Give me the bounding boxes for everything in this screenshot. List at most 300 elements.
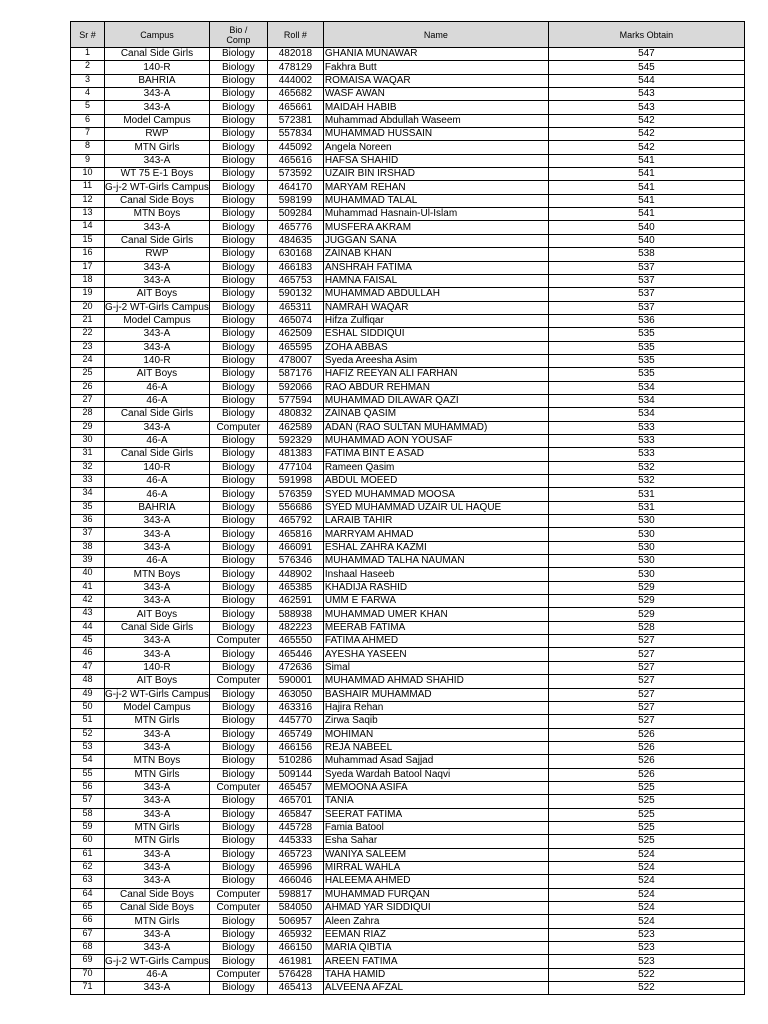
- cell-subject: Biology: [209, 354, 267, 367]
- cell-roll: 472636: [267, 661, 323, 674]
- cell-name: Hajira Rehan: [323, 701, 548, 714]
- cell-name: ADAN (RAO SULTAN MUHAMMAD): [323, 421, 548, 434]
- cell-campus: 343-A: [105, 528, 210, 541]
- cell-roll: 465816: [267, 528, 323, 541]
- table-row: [71, 461, 745, 474]
- cell-sr: 58: [71, 808, 105, 821]
- cell-name: Famia Batool: [323, 821, 548, 834]
- cell-marks: 525: [548, 821, 744, 834]
- cell-campus: RWP: [105, 248, 210, 261]
- cell-campus: 343-A: [105, 795, 210, 808]
- cell-subject: Biology: [209, 248, 267, 261]
- table-row: [71, 835, 745, 848]
- cell-name: FATIMA BINT E ASAD: [323, 448, 548, 461]
- cell-name: Syeda Areesha Asim: [323, 354, 548, 367]
- header-bio-line1: Bio /: [229, 24, 248, 35]
- cell-subject: Biology: [209, 955, 267, 968]
- cell-campus: 343-A: [105, 942, 210, 955]
- cell-marks: 532: [548, 475, 744, 488]
- cell-roll: 466183: [267, 261, 323, 274]
- cell-campus: Model Campus: [105, 701, 210, 714]
- cell-campus: Canal Side Girls: [105, 408, 210, 421]
- cell-marks: 531: [548, 501, 744, 514]
- cell-name: HAFSA SHAHID: [323, 154, 548, 167]
- header-row: [71, 22, 745, 48]
- table-row: [71, 528, 745, 541]
- cell-campus: G-j-2 WT-Girls Campus: [105, 688, 209, 700]
- cell-sr: 5: [71, 101, 105, 114]
- cell-campus: 140-R: [105, 461, 210, 474]
- cell-roll: 445092: [267, 141, 323, 154]
- table-row: [71, 741, 745, 754]
- cell-name: MEERAB FATIMA: [323, 621, 548, 634]
- cell-roll: 448902: [267, 568, 323, 581]
- cell-marks: 527: [548, 715, 744, 728]
- cell-campus: Model Campus: [105, 314, 210, 327]
- cell-campus: MTN Girls: [105, 768, 210, 781]
- table-row: [71, 915, 745, 928]
- cell-roll: 465550: [267, 635, 323, 648]
- cell-name: Angela Noreen: [323, 141, 548, 154]
- cell-roll: 466156: [267, 741, 323, 754]
- cell-sr: 14: [71, 221, 105, 234]
- cell-campus: AIT Boys: [105, 288, 210, 301]
- cell-subject: Computer: [209, 421, 267, 434]
- cell-sr: 65: [71, 902, 105, 915]
- cell-marks: 527: [548, 675, 744, 688]
- cell-name: AYESHA YASEEN: [323, 648, 548, 661]
- table-row: [71, 955, 745, 968]
- cell-subject: Biology: [209, 475, 267, 488]
- header-name: Name: [323, 22, 548, 48]
- cell-roll: 463316: [267, 701, 323, 714]
- cell-subject: Biology: [209, 688, 267, 701]
- cell-campus: G-j-2 WT-Girls Campus: [105, 181, 209, 193]
- cell-marks: 533: [548, 421, 744, 434]
- header-campus: Campus: [105, 22, 210, 48]
- cell-name: MUSFERA AKRAM: [323, 221, 548, 234]
- cell-roll: 573592: [267, 168, 323, 181]
- cell-subject: Computer: [209, 968, 267, 981]
- cell-roll: 510286: [267, 755, 323, 768]
- table-row: [71, 595, 745, 608]
- table-row: [71, 394, 745, 407]
- cell-campus: Model Campus: [105, 114, 210, 127]
- cell-subject: Biology: [209, 208, 267, 221]
- table-row: [71, 421, 745, 434]
- cell-name: Syeda Wardah Batool Naqvi: [323, 768, 548, 781]
- cell-campus: RWP: [105, 128, 210, 141]
- cell-roll: 590132: [267, 288, 323, 301]
- cell-sr: 71: [71, 982, 105, 995]
- table-row: [71, 434, 745, 447]
- cell-name: UMM E FARWA: [323, 595, 548, 608]
- cell-subject: Biology: [209, 434, 267, 447]
- cell-roll: 630168: [267, 248, 323, 261]
- cell-subject: Computer: [209, 902, 267, 915]
- cell-subject: Biology: [209, 875, 267, 888]
- cell-campus: 343-A: [105, 515, 210, 528]
- cell-subject: Biology: [209, 314, 267, 327]
- table-row: [71, 488, 745, 501]
- cell-marks: 524: [548, 902, 744, 915]
- cell-name: ANSHRAH FATIMA: [323, 261, 548, 274]
- cell-subject: Biology: [209, 861, 267, 874]
- table-row: [71, 448, 745, 461]
- cell-roll: 509144: [267, 768, 323, 781]
- table-row: [71, 755, 745, 768]
- cell-campus: 46-A: [105, 488, 210, 501]
- cell-marks: 524: [548, 915, 744, 928]
- table-row: [71, 328, 745, 341]
- cell-sr: 61: [71, 848, 105, 861]
- cell-campus: MTN Girls: [105, 715, 210, 728]
- table-row: [71, 101, 745, 114]
- table-row: [71, 608, 745, 621]
- cell-name: ZAINAB QASIM: [323, 408, 548, 421]
- cell-sr: 7: [71, 128, 105, 141]
- cell-sr: 56: [71, 781, 105, 794]
- cell-campus: 343-A: [105, 648, 210, 661]
- table-row: [71, 341, 745, 354]
- cell-roll: 445770: [267, 715, 323, 728]
- table-row: [71, 88, 745, 101]
- cell-marks: 527: [548, 701, 744, 714]
- cell-marks: 530: [548, 568, 744, 581]
- table-row: [71, 942, 745, 955]
- cell-roll: 465753: [267, 274, 323, 287]
- cell-name: EEMAN RIAZ: [323, 928, 548, 941]
- cell-marks: 526: [548, 755, 744, 768]
- cell-name: SYED MUHAMMAD UZAIR UL HAQUE: [323, 501, 548, 514]
- cell-marks: 533: [548, 434, 744, 447]
- cell-roll: 464170: [267, 181, 323, 194]
- results-table: [70, 21, 745, 995]
- cell-campus: MTN Boys: [105, 208, 210, 221]
- cell-marks: 535: [548, 341, 744, 354]
- table-header: [71, 22, 745, 48]
- cell-sr: 37: [71, 528, 105, 541]
- cell-campus: 46-A: [105, 475, 210, 488]
- cell-roll: 506957: [267, 915, 323, 928]
- cell-campus: BAHRIA: [105, 74, 210, 87]
- cell-marks: 541: [548, 154, 744, 167]
- cell-marks: 536: [548, 314, 744, 327]
- cell-subject: Biology: [209, 501, 267, 514]
- cell-marks: 524: [548, 888, 744, 901]
- cell-name: Esha Sahar: [323, 835, 548, 848]
- cell-marks: 542: [548, 128, 744, 141]
- cell-roll: 598199: [267, 194, 323, 207]
- cell-marks: 541: [548, 208, 744, 221]
- cell-roll: 592329: [267, 434, 323, 447]
- cell-name: AHMAD YAR SIDDIQUI: [323, 902, 548, 915]
- cell-marks: 541: [548, 168, 744, 181]
- cell-roll: 465749: [267, 728, 323, 741]
- cell-sr: 9: [71, 154, 105, 167]
- cell-marks: 531: [548, 488, 744, 501]
- cell-campus: 343-A: [105, 541, 210, 554]
- cell-roll: 480832: [267, 408, 323, 421]
- cell-roll: 465847: [267, 808, 323, 821]
- cell-marks: 525: [548, 781, 744, 794]
- cell-subject: Biology: [209, 928, 267, 941]
- cell-name: ZAINAB KHAN: [323, 248, 548, 261]
- cell-marks: 527: [548, 648, 744, 661]
- cell-sr: 46: [71, 648, 105, 661]
- cell-marks: 530: [548, 555, 744, 568]
- cell-subject: Biology: [209, 661, 267, 674]
- cell-subject: Computer: [209, 635, 267, 648]
- cell-marks: 525: [548, 795, 744, 808]
- cell-name: MEMOONA ASIFA: [323, 781, 548, 794]
- cell-roll: 465595: [267, 341, 323, 354]
- table-row: [71, 541, 745, 554]
- cell-sr: 3: [71, 74, 105, 87]
- cell-subject: Biology: [209, 821, 267, 834]
- cell-roll: 465385: [267, 581, 323, 594]
- cell-subject: Biology: [209, 715, 267, 728]
- cell-campus: AIT Boys: [105, 608, 210, 621]
- cell-name: AREEN FATIMA: [323, 955, 548, 968]
- cell-subject: Biology: [209, 555, 267, 568]
- cell-marks: 537: [548, 261, 744, 274]
- cell-subject: Biology: [209, 61, 267, 74]
- table-row: [71, 181, 745, 194]
- cell-campus: 343-A: [105, 101, 210, 114]
- cell-sr: 40: [71, 568, 105, 581]
- cell-campus: 343-A: [105, 421, 210, 434]
- cell-sr: 13: [71, 208, 105, 221]
- cell-marks: 529: [548, 581, 744, 594]
- cell-campus: 140-R: [105, 354, 210, 367]
- cell-marks: 543: [548, 101, 744, 114]
- cell-marks: 522: [548, 982, 744, 995]
- cell-marks: 533: [548, 448, 744, 461]
- cell-marks: 522: [548, 968, 744, 981]
- cell-subject: Biology: [209, 541, 267, 554]
- cell-name: KHADIJA RASHID: [323, 581, 548, 594]
- cell-name: MAIDAH HABIB: [323, 101, 548, 114]
- cell-campus: 343-A: [105, 274, 210, 287]
- cell-campus: 343-A: [105, 341, 210, 354]
- table-row: [71, 661, 745, 674]
- cell-sr: 53: [71, 741, 105, 754]
- table-row: [71, 821, 745, 834]
- cell-roll: 465723: [267, 848, 323, 861]
- cell-subject: Biology: [209, 408, 267, 421]
- cell-marks: 535: [548, 368, 744, 381]
- cell-name: ALVEENA AFZAL: [323, 982, 548, 995]
- cell-roll: 465996: [267, 861, 323, 874]
- cell-roll: 465616: [267, 154, 323, 167]
- table-row: [71, 861, 745, 874]
- cell-sr: 27: [71, 394, 105, 407]
- cell-subject: Biology: [209, 835, 267, 848]
- cell-subject: Biology: [209, 234, 267, 247]
- cell-marks: 528: [548, 621, 744, 634]
- cell-marks: 542: [548, 114, 744, 127]
- cell-sr: 23: [71, 341, 105, 354]
- cell-roll: 465682: [267, 88, 323, 101]
- cell-sr: 44: [71, 621, 105, 634]
- cell-sr: 16: [71, 248, 105, 261]
- cell-marks: 540: [548, 221, 744, 234]
- cell-roll: 478129: [267, 61, 323, 74]
- table-row: [71, 168, 745, 181]
- cell-roll: 576428: [267, 968, 323, 981]
- cell-roll: 463050: [267, 688, 323, 701]
- cell-roll: 482223: [267, 621, 323, 634]
- cell-campus: Canal Side Girls: [105, 48, 210, 61]
- cell-marks: 523: [548, 955, 744, 968]
- cell-subject: Biology: [209, 168, 267, 181]
- cell-subject: Biology: [209, 755, 267, 768]
- cell-subject: Biology: [209, 288, 267, 301]
- cell-subject: Biology: [209, 848, 267, 861]
- cell-marks: 544: [548, 74, 744, 87]
- cell-name: Hifza Zulfiqar: [323, 314, 548, 327]
- cell-roll: 576346: [267, 555, 323, 568]
- cell-subject: Biology: [209, 74, 267, 87]
- cell-roll: 465457: [267, 781, 323, 794]
- cell-sr: 47: [71, 661, 105, 674]
- cell-subject: Biology: [209, 141, 267, 154]
- cell-subject: Biology: [209, 942, 267, 955]
- cell-sr: 29: [71, 421, 105, 434]
- cell-roll: 509284: [267, 208, 323, 221]
- cell-subject: Biology: [209, 621, 267, 634]
- cell-campus: 343-A: [105, 848, 210, 861]
- cell-roll: 462589: [267, 421, 323, 434]
- cell-name: ROMAISA WAQAR: [323, 74, 548, 87]
- cell-campus: 140-R: [105, 661, 210, 674]
- header-sr: Sr #: [71, 22, 105, 48]
- cell-subject: Biology: [209, 528, 267, 541]
- cell-name: ESHAL SIDDIQUI: [323, 328, 548, 341]
- cell-subject: Biology: [209, 181, 267, 194]
- table-row: [71, 568, 745, 581]
- cell-name: ZOHA ABBAS: [323, 341, 548, 354]
- table-row: [71, 968, 745, 981]
- cell-sr: 10: [71, 168, 105, 181]
- cell-roll: 576359: [267, 488, 323, 501]
- table-row: [71, 74, 745, 87]
- table-row: [71, 621, 745, 634]
- cell-campus: 343-A: [105, 982, 210, 995]
- cell-campus: MTN Girls: [105, 915, 210, 928]
- cell-campus: 343-A: [105, 154, 210, 167]
- cell-subject: Biology: [209, 394, 267, 407]
- cell-name: MUHAMMAD AHMAD SHAHID: [323, 675, 548, 688]
- cell-marks: 535: [548, 354, 744, 367]
- cell-marks: 543: [548, 88, 744, 101]
- cell-campus: 46-A: [105, 434, 210, 447]
- table-row: [71, 768, 745, 781]
- cell-sr: 45: [71, 635, 105, 648]
- cell-name: MUHAMMAD TALHA NAUMAN: [323, 555, 548, 568]
- cell-roll: 462591: [267, 595, 323, 608]
- cell-name: MUHAMMAD TALAL: [323, 194, 548, 207]
- cell-name: MARRYAM AHMAD: [323, 528, 548, 541]
- cell-name: Muhammad Asad Sajjad: [323, 755, 548, 768]
- cell-name: Aleen Zahra: [323, 915, 548, 928]
- cell-marks: 523: [548, 928, 744, 941]
- cell-sr: 1: [71, 48, 105, 61]
- cell-roll: 592066: [267, 381, 323, 394]
- cell-name: Simal: [323, 661, 548, 674]
- cell-marks: 534: [548, 381, 744, 394]
- cell-sr: 20: [71, 301, 105, 314]
- cell-marks: 530: [548, 515, 744, 528]
- cell-campus: Canal Side Girls: [105, 621, 210, 634]
- cell-subject: Computer: [209, 675, 267, 688]
- cell-roll: 484635: [267, 234, 323, 247]
- cell-sr: 54: [71, 755, 105, 768]
- table-row: [71, 408, 745, 421]
- cell-sr: 51: [71, 715, 105, 728]
- cell-name: HAMNA FAISAL: [323, 274, 548, 287]
- cell-sr: 31: [71, 448, 105, 461]
- cell-marks: 524: [548, 848, 744, 861]
- table-row: [71, 48, 745, 61]
- cell-name: MUHAMMAD AON YOUSAF: [323, 434, 548, 447]
- cell-name: GHANIA MUNAWAR: [323, 48, 548, 61]
- cell-sr: 2: [71, 61, 105, 74]
- cell-name: Muhammad Abdullah Waseem: [323, 114, 548, 127]
- cell-name: HALEEMA AHMED: [323, 875, 548, 888]
- cell-name: ESHAL ZAHRA KAZMI: [323, 541, 548, 554]
- cell-subject: Biology: [209, 261, 267, 274]
- cell-name: NAMRAH WAQAR: [323, 301, 548, 314]
- cell-campus: 343-A: [105, 595, 210, 608]
- cell-roll: 466150: [267, 942, 323, 955]
- cell-subject: Biology: [209, 728, 267, 741]
- table-body: [71, 48, 745, 995]
- table-row: [71, 301, 745, 314]
- cell-subject: Biology: [209, 568, 267, 581]
- cell-campus: Canal Side Girls: [105, 448, 210, 461]
- cell-name: TANIA: [323, 795, 548, 808]
- table-row: [71, 141, 745, 154]
- cell-name: LARAIB TAHIR: [323, 515, 548, 528]
- cell-sr: 63: [71, 875, 105, 888]
- cell-campus: MTN Boys: [105, 755, 210, 768]
- cell-campus: Canal Side Boys: [105, 888, 210, 901]
- table-row: [71, 635, 745, 648]
- cell-campus: 343-A: [105, 221, 210, 234]
- cell-sr: 69: [71, 955, 105, 968]
- cell-subject: Biology: [209, 808, 267, 821]
- cell-marks: 542: [548, 141, 744, 154]
- cell-campus: 46-A: [105, 381, 210, 394]
- cell-sr: 26: [71, 381, 105, 394]
- cell-sr: 17: [71, 261, 105, 274]
- cell-roll: 591998: [267, 475, 323, 488]
- cell-roll: 572381: [267, 114, 323, 127]
- cell-sr: 68: [71, 942, 105, 955]
- cell-subject: Biology: [209, 274, 267, 287]
- cell-marks: 524: [548, 875, 744, 888]
- cell-name: Zirwa Saqib: [323, 715, 548, 728]
- cell-name: MARIA QIBTIA: [323, 942, 548, 955]
- cell-sr: 70: [71, 968, 105, 981]
- cell-sr: 42: [71, 595, 105, 608]
- cell-name: UZAIR BIN IRSHAD: [323, 168, 548, 181]
- cell-name: JUGGAN SANA: [323, 234, 548, 247]
- header-marks: Marks Obtain: [548, 22, 744, 48]
- table-row: [71, 248, 745, 261]
